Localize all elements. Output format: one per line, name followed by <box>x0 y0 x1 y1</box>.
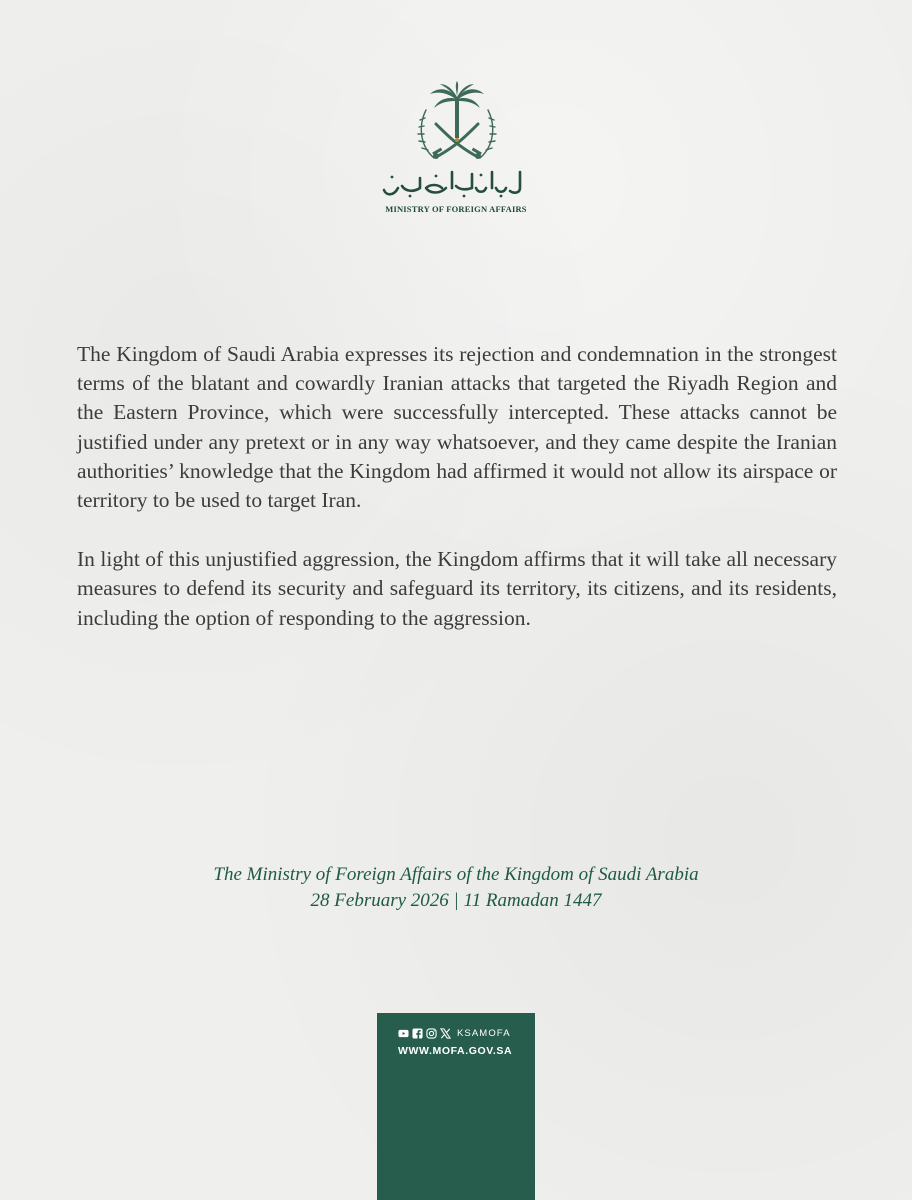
facebook-icon[interactable] <box>412 1028 423 1039</box>
statement-body <box>77 340 837 633</box>
x-icon[interactable] <box>440 1028 451 1039</box>
signature-issuer: The Ministry of Foreign Affairs of the Kingdom of Saudi Arabia <box>213 864 699 885</box>
social-handle: KSAMOFA <box>457 1027 511 1039</box>
signature-date: 28 February 2026 | 11 Ramadan 1447 <box>310 890 602 911</box>
statement-paragraph-1: The Kingdom of Saudi Arabia expresses its rejection and condemnation in the strongest terms of the blatant and cowardly Iranian attacks that targeted the Riyadh Region and the Eastern Province, which were successfully intercepted. These attacks cannot be justified under any pretext or in any way whatsoever, and they came despite the Iranian authorities’ knowledge that the Kingdom had affirmed it would not allow its airspace or territory to be used to target Iran. <box>77 342 837 513</box>
instagram-icon[interactable] <box>426 1028 437 1039</box>
signature-block <box>0 862 912 914</box>
ministry-arabic-wordmark <box>380 166 532 200</box>
website-link[interactable]: WWW.MOFA.GOV.SA <box>398 1045 513 1057</box>
youtube-icon[interactable] <box>398 1028 409 1039</box>
footer-band <box>377 1013 535 1200</box>
social-links <box>398 1027 511 1039</box>
statement-paragraph-2: In light of this unjustified aggression, the Kingdom affirms that it will take all necessary measures to defend its security and safeguard its territory, its citizens, and its residents, including the option of responding to the aggression. <box>77 547 837 630</box>
ministry-english-name: MINISTRY OF FOREIGN AFFAIRS <box>385 204 527 214</box>
saudi-emblem-icon <box>414 80 500 168</box>
